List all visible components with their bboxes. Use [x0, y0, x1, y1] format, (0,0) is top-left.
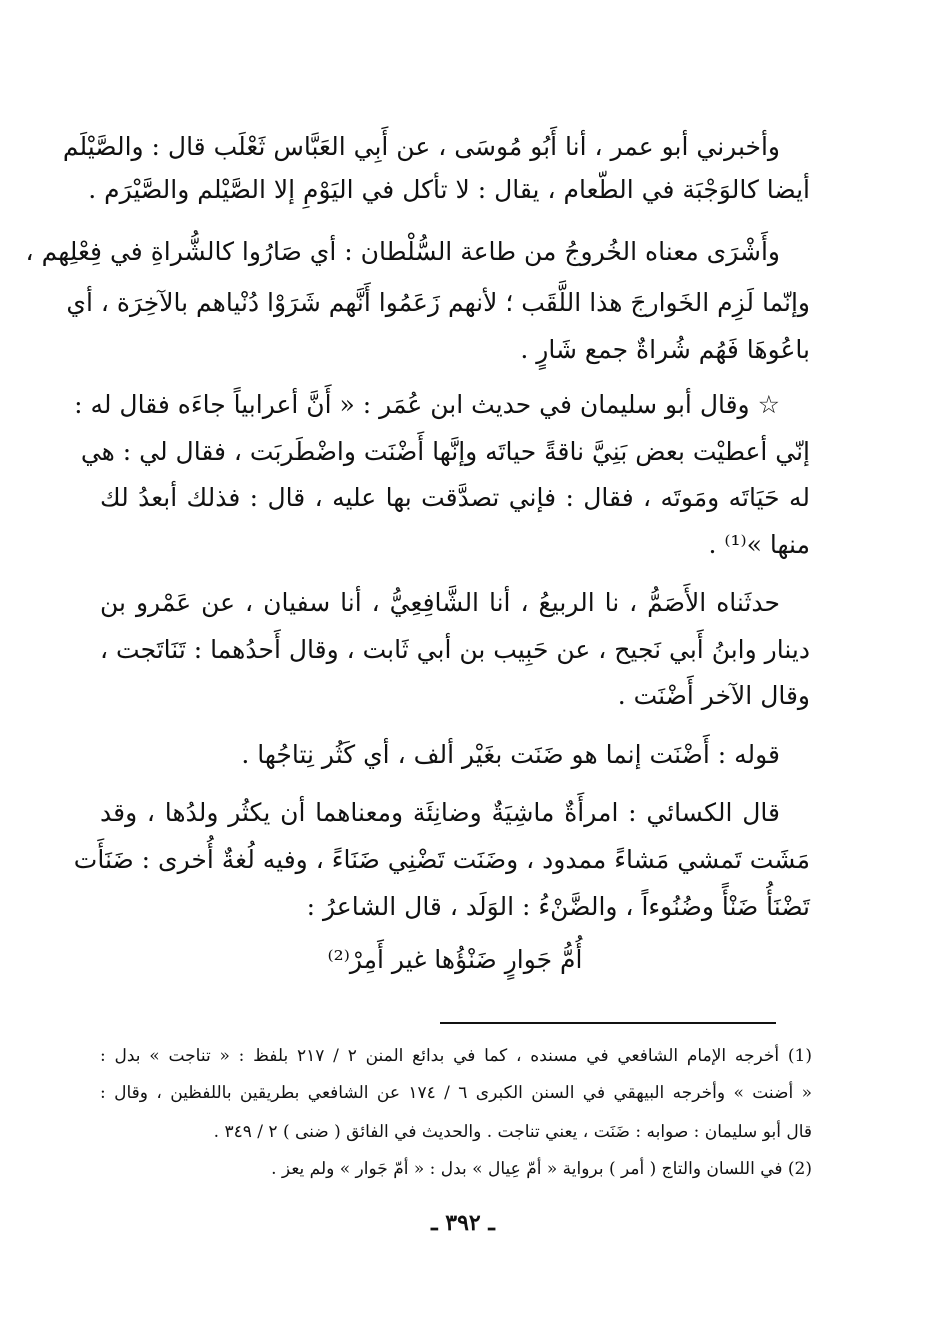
footnote-separator	[440, 1022, 776, 1024]
body-line-16: تَضْنَأُ ضَنْأً وضُنُوءاً ، والضَّنْءُ : الوَلَد ، قال الشاعرُ :	[306, 892, 810, 921]
body-line-9: منها »⁽¹⁾ .	[708, 530, 810, 559]
body-line-11: دينار وابنُ أَبي نَجيح ، عن حَبِيب بن أبي ثَابت ، وقال أَحدُهما : تَنَاتَجت ،	[100, 635, 810, 664]
footnote-line-2: « أضنت » وأخرجه البيهقي في السنن الكبرى ٦ / ١٧٤ عن الشافعي بطريقين باللفظين ، وقال :	[100, 1083, 812, 1103]
body-line-1: وأخبرني أبو عمر ، أنا أَبُو مُوسَى ، عن أَبِي العَبَّاس ثَعْلَب قال : والصَّيْلَم	[62, 132, 780, 161]
body-line-6: ☆ وقال أبو سليمان في حديث ابن عُمَر : « أَنَّ أعرابياً جاءَه فقال له :	[74, 390, 780, 419]
body-line-12: وقال الآخر أَضْنَت .	[617, 681, 810, 710]
page-number: ـ ٣٩٢ ـ	[431, 1210, 495, 1236]
body-line-15: مَشَت تَمشي مَشاءً ممدود ، وضَنَت تَضْنِي ضَنَاءً ، وفيه لُغةٌ أُخرى : ضَنَأَت	[73, 845, 810, 874]
body-line-10: حدثَناه الأَصَمُّ ، نا الربيعُ ، أنا الشَّافِعِيُّ ، أنا سفيان ، عن عَمْرو بن	[100, 588, 780, 617]
footnote-line-3: قال أبو سليمان : صوابه : ضَنَت ، يعني تناجت . والحديث في الفائق ( ضنى ) ٢ / ٣٤٩ .	[213, 1122, 812, 1142]
body-line-14: قال الكسائي : امرأَةٌ ماشِيَةٌ وضانِئَة ومعناهما أن يكثُر ولدُها ، وقد	[100, 798, 780, 827]
body-line-4: وإنّما لَزِم الخَوارجَ هذا اللَّقَب ؛ لأنهم زَعَمُوا أَنَّهم شَرَوْا دُنْياهم بالآخِرَة ، أي	[66, 288, 810, 317]
footnote-line-4: (2) في اللسان والتاج ( أمر ) برواية « أمّ عِيال » بدل : « أمّ جَوار » ولم يعز .	[271, 1159, 812, 1179]
body-line-7: إنّي أعطيْت بعض بَنِيَّ ناقةً حياتَه وإنَّها أَضْنَت واضْطَربَت ، فقال لي : هي	[80, 437, 810, 466]
footnote-line-1: (1) أخرجه الإمام الشافعي في مسنده ، كما في بدائع المنن ٢ / ٢١٧ بلفظ : « تناجت » بدل :	[100, 1046, 812, 1066]
body-line-5: باعُوهَا فَهُم شُراةٌ جمع شَارٍ .	[520, 335, 810, 364]
body-line-13: قوله : أَضْنَت إنما هو ضَنَت بغَيْر ألف ، أي كَثُر نِتاجُها .	[241, 740, 780, 769]
body-line-8: له حَيَاتَه ومَوتَه ، فقال : فإني تصدَّقت بها عليه ، قال : فذلك أبعدُ لك	[100, 483, 810, 512]
body-line-2: أيضا كالوَجْبَة في الطّعام ، يقال : لا تأكل في اليَوْمِ إلا الصَّيْلم والصَّيْرَم .	[88, 175, 810, 204]
body-line-3: وأَشْرَى معناه الخُروجُ من طاعة السُّلْطان : أي صَارُوا كالشُّراةِ في فِعْلِهم ،	[25, 237, 780, 266]
verse-line: أُمُّ جَوارٍ ضَنْؤُها غير أَمِرْ⁽²⁾	[327, 945, 583, 974]
